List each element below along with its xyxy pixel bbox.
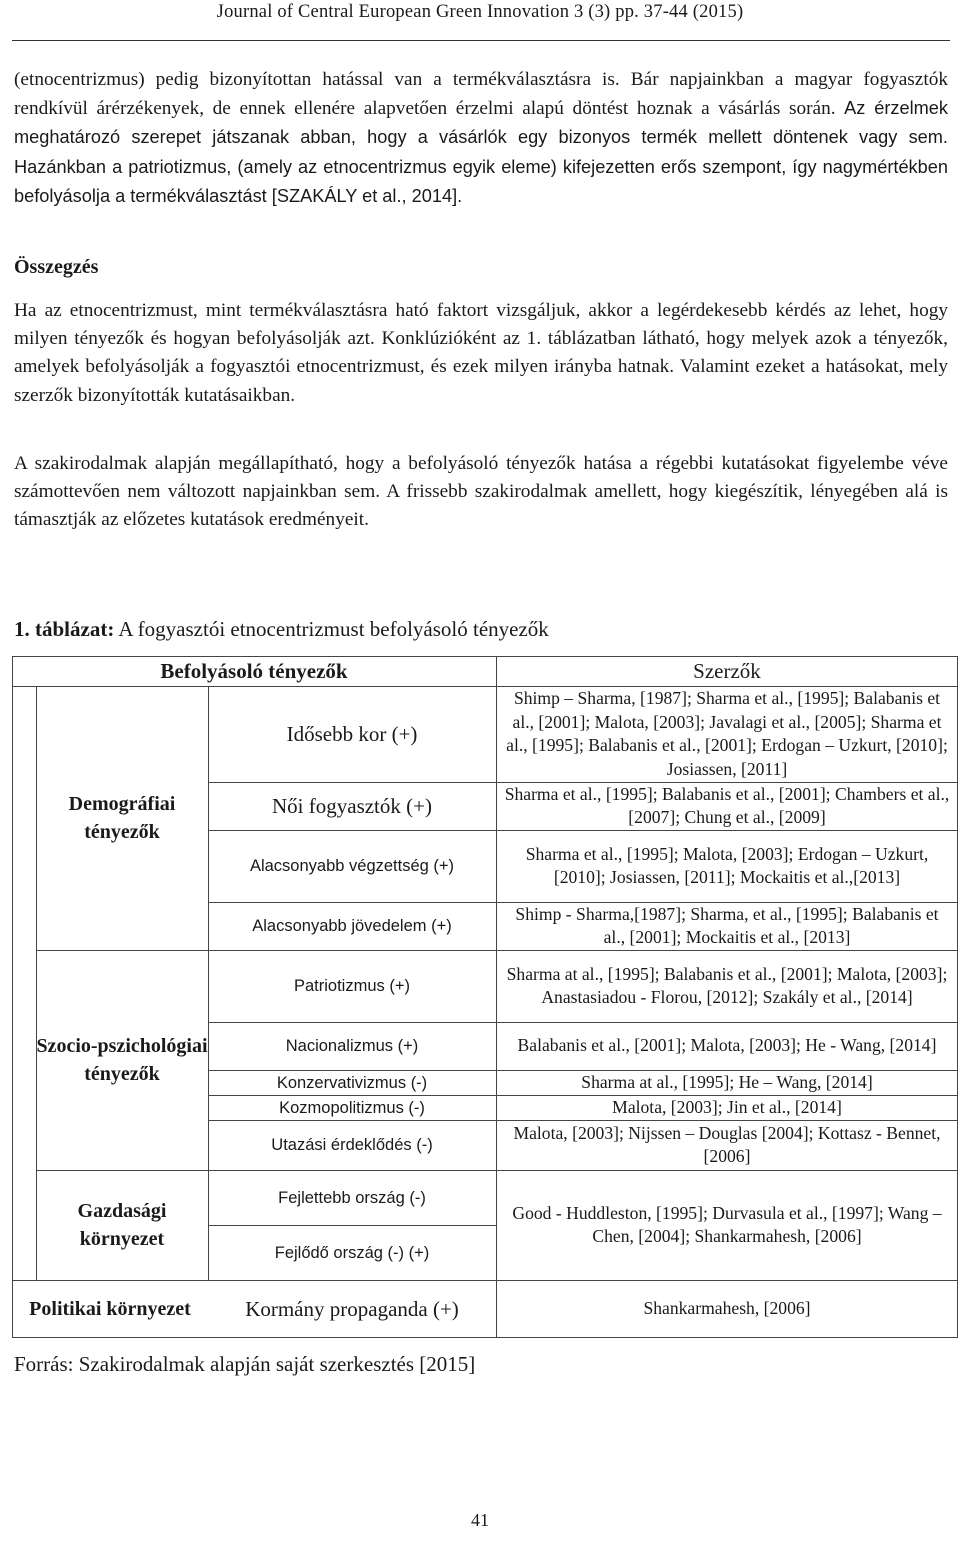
paragraph-3: A szakirodalmak alapján megállapítható, hogy a befolyásoló tényezők hatása a régebbi kutatásokat figyelembe véve számottevően nem változott napjainkban sem. A frissebb szakirodalmak amellett, hogy kiegészítik, lényegében alá is támasztják az előzetes kutatások eredményeit. — [14, 453, 948, 531]
section-heading: Összegzés — [14, 256, 99, 278]
factor-older-age: Idősebb kor (+) — [286, 722, 418, 746]
table-caption — [14, 617, 549, 642]
authors-lower-income: Shimp - Sharma,[1987]; Sharma, et al., [1995]; Balabanis et al., [2001]; Mockaitis et al., [2013] — [515, 903, 939, 947]
paragraph-1-part-a: (etnocentrizmus) pedig bizonyítottan hatással van a termékválasztásra is. Bár napjainkban a magyar fogyasztók rendkívül árérzékenyek, de ennek ellenére alapvetően érzelmi alapú döntést hoznak a vásárlás során. — [14, 69, 948, 120]
group-socio-psychological: Szocio-pszichológiai tényezők — [36, 1035, 208, 1085]
authors-older-age: Shimp – Sharma, [1987]; Sharma et al., [1995]; Balabanis et al., [2001]; Malota, [2003]; Javalagi et al., [2005]; Sharma et al., [1995]; Balabanis et al., [2001]; Erdogan – Uzkurt, [2010]; Josiassen, [2011] — [506, 688, 948, 779]
authors-lower-education: Sharma et al., [1995]; Malota, [2003]; Erdogan – Uzkurt, [2010]; Josiassen, [2011]; Mockaitis et al.,[2013] — [525, 843, 929, 887]
col-divider-authors — [496, 656, 497, 1338]
table-source: Forrás: Szakirodalmak alapján saját szerkesztés [2015] — [14, 1352, 476, 1376]
factor-travel-interest: Utazási érdeklődés (-) — [271, 1136, 433, 1154]
header-factors: Befolyásoló tényezők — [160, 658, 348, 683]
factor-developing-country: Fejlődő ország (-) (+) — [274, 1243, 430, 1262]
page-number: 41 — [471, 1510, 489, 1530]
factor-developed-country: Fejlettebb ország (-) — [278, 1188, 426, 1207]
authors-government-propaganda: Shankarmahesh, [2006] — [643, 1298, 811, 1319]
table-caption-text: A fogyasztói etnocentrizmust befolyásoló tényezők — [114, 617, 549, 641]
paragraph-1-part-b: Az érzelmek meghatározó szerepet játszanak abban, hogy a vásárlók egy bizonyos termék mellett döntenek vagy sem. — [14, 98, 949, 148]
authors-economic-environment: Good - Huddleston, [1995]; Durvasula et al., [1997]; Wang – Chen, [2004]; Shankarmahesh, [2006] — [512, 1202, 942, 1246]
group-economic: Gazdasági környezet — [77, 1200, 167, 1250]
authors-conservatism: Sharma at al., [1995]; He – Wang, [2014] — [581, 1071, 873, 1092]
factor-female-consumers: Női fogyasztók (+) — [272, 794, 432, 818]
factor-government-propaganda: Kormány propaganda (+) — [245, 1297, 459, 1321]
header-authors: Szerzők — [693, 658, 761, 683]
authors-patriotism: Sharma at al., [1995]; Balabanis et al., [2001]; Malota, [2003]; Anastasiadou - Florou, [2012]; Szakály et al., [2014] — [506, 963, 948, 1007]
group-political: Politikai környezet — [29, 1298, 191, 1320]
authors-cosmopolitanism: Malota, [2003]; Jin et al., [2014] — [612, 1096, 842, 1117]
factor-cosmopolitanism: Kozmopolitizmus (-) — [279, 1098, 425, 1117]
journal-header: Journal of Central European Green Innovation 3 (3) pp. 37-44 (2015) — [216, 2, 744, 22]
paragraph-1 — [14, 66, 948, 211]
factor-nationalism: Nacionalizmus (+) — [285, 1037, 419, 1055]
authors-nationalism: Balabanis et al., [2001]; Malota, [2003]; He - Wang, [2014] — [517, 1035, 937, 1056]
factor-conservatism: Konzervativizmus (-) — [276, 1073, 428, 1092]
paragraph-1-part-c: Hazánkban a patriotizmus, (amely az etnocentrizmus egyik eleme) kifejezetten erős szempont, így nagymértékben befolyásolja a termékválasztást [SZAKÁLY et al., 2014]. — [14, 156, 948, 206]
header-rule — [12, 40, 950, 41]
authors-female-consumers: Sharma et al., [1995]; Balabanis et al., [2001]; Chambers et al., [2007]; Chung et al., [2009] — [504, 783, 950, 827]
factor-lower-education: Alacsonyabb végzettség (+) — [249, 857, 455, 875]
authors-travel-interest: Malota, [2003]; Nijssen – Douglas [2004]; Kottasz - Bennet, [2006] — [513, 1122, 941, 1166]
factor-patriotism: Patriotizmus (+) — [294, 977, 410, 995]
table-caption-label: 1. táblázat: — [14, 617, 115, 641]
group-demographic: Demográfiai tényezők — [68, 793, 176, 843]
factor-lower-income: Alacsonyabb jövedelem (+) — [252, 917, 452, 935]
paragraph-2: Ha az etnocentrizmust, mint termékválasztásra ható faktort vizsgáljuk, akkor a legérdekesebb kérdés az lehet, hogy milyen tényezők és hogyan befolyásolják azt. Konklúzióként az 1. táblázatban látható, hogy melyek azok a tényezők, amelyek befolyásolják a fogyasztói etnocentrizmust, és ezek milyen irányba hatnak. Valamint ezeket a hatásokat, mely szerzők bizonyították kutatásaikban. — [14, 300, 948, 406]
